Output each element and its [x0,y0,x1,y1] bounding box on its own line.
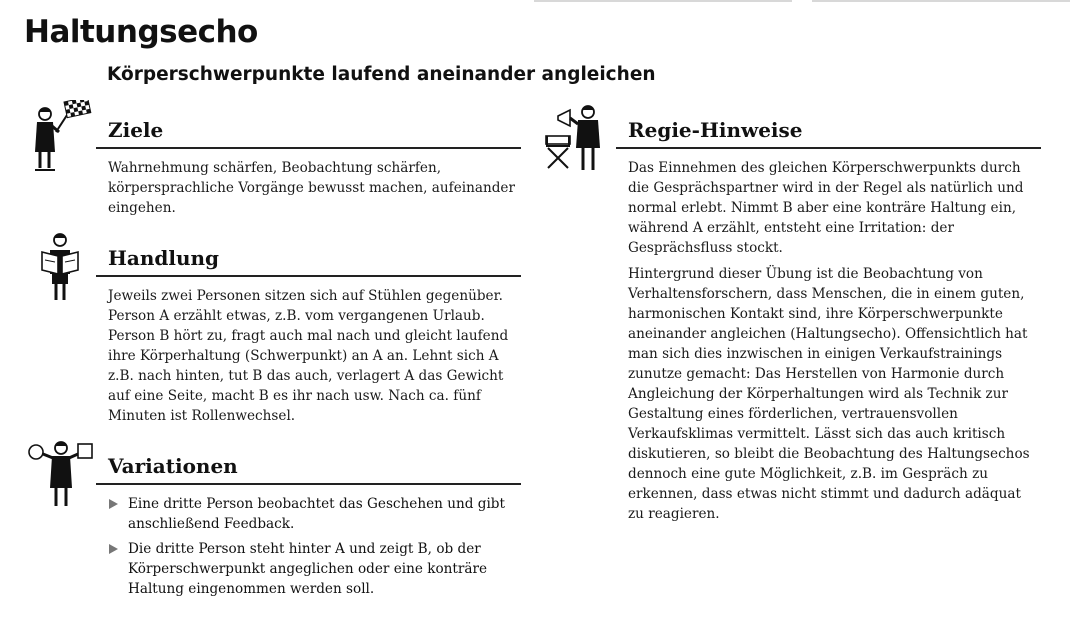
person-with-checkered-flag-icon [28,100,92,174]
variation-list [96,485,521,599]
section-variationen [96,454,521,604]
section-heading: Regie-Hinweise [616,118,1041,149]
section-text: Jeweils zwei Personen sitzen sich auf Stühlen gegenüber. Person A erzählt etwas, z.B. vom vergangenen Urlaub. Person B hört zu, fragt auch mal nach und gleicht laufend ihre Körperhaltung (Schwerpunkt) an A an. Lehnt sich A z.B. nach hinten, tut B das auch, verlagert A das Gewicht auf eine Seite, macht B es ihr nach usw. Nach ca. fünf Minuten ist Rollenwechsel. [108,288,509,424]
section-body [96,149,521,218]
director-chair-megaphone-icon [542,102,608,174]
page-title: Haltungsecho [24,14,258,50]
top-edge-bar [534,0,792,2]
section-handlung [96,246,521,426]
bullet-triangle-icon [109,544,118,554]
section-paragraph: Hintergrund dieser Übung ist die Beobachtung von Verhaltensforschern, dass Menschen, die in einem guten, harmonischen Kontakt sind, ihre Körperschwerpunkte aneinander angleichen (Haltungsecho). Offensichtlich hat man sich dies inzwischen in einigen Verkaufstrainings zunutze gemacht: Das Herstellen von Harmonie durch Angleichung der Körperhaltungen wird als Technik zur Gestaltung eines förderlichen, vertrauensvollen Verkaufsklimas vermittelt. Lässt sich das auch kritisch diskutieren, so bleibt die Beobachtung des Haltungsechos dennoch eine gute Möglichkeit, z.B. im Gespräch zu erkennen, dass etwas nicht stimmt und dadurch adäquat zu reagieren. [628,266,1030,522]
person-reading-script-icon [38,230,82,304]
section-regie-hinweise [616,118,1041,524]
list-item: Die dritte Person steht hinter A und zeigt B, ob der Körperschwerpunkt angeglichen oder eine konträre Haltung eingenommen werden soll. [106,539,521,599]
section-body [616,149,1041,524]
bullet-triangle-icon [109,499,118,509]
section-heading: Handlung [96,246,521,277]
section-text: Wahrnehmung schärfen, Beobachtung schärfen, körpersprachliche Vorgänge bewusst machen, aufeinander eingehen. [108,160,515,216]
section-body [96,277,521,426]
section-ziele [96,118,521,218]
top-edge-bar [812,0,1070,2]
section-paragraph: Das Einnehmen des gleichen Körperschwerpunkts durch die Gesprächspartner wird in der Regel als natürlich und normal erlebt. Nimmt B aber eine konträre Haltung ein, während A erzählt, entsteht eine Irritation: der Gesprächsfluss stockt. [628,160,1024,256]
list-item: Eine dritte Person beobachtet das Geschehen und gibt anschließend Feedback. [106,494,521,534]
person-holding-shapes-icon [26,438,96,510]
section-heading: Ziele [96,118,521,149]
section-heading: Variationen [96,454,521,485]
page-subtitle: Körperschwerpunkte laufend aneinander angleichen [107,64,656,85]
